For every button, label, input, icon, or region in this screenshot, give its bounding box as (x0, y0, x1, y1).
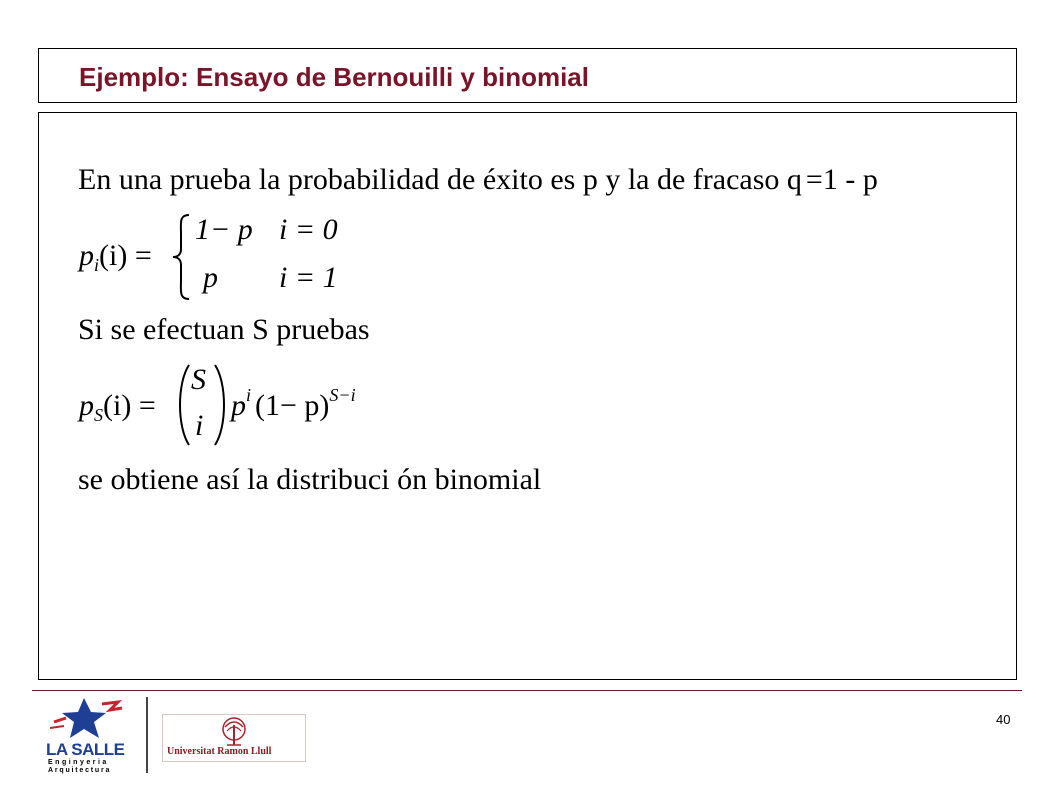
eq2-p-exp: i (246, 385, 252, 405)
case2-value: p (203, 261, 218, 294)
ramon-llull-logo (162, 714, 306, 762)
left-paren-icon (175, 363, 191, 447)
eq2-lhs (79, 389, 156, 426)
case1-condition: i = 0 (279, 213, 338, 246)
ramon-llull-name: Universitat Ramon Llull (167, 746, 272, 757)
footer-rule (32, 690, 1022, 691)
lasalle-sub1: Enginyeria (48, 759, 109, 766)
lasalle-star-icon (44, 696, 140, 742)
left-brace-icon (171, 213, 193, 301)
lasalle-name: LA SALLE (46, 740, 125, 759)
eq1-lhs (79, 239, 152, 276)
equation-bernoulli (79, 213, 399, 303)
eq2-rhs (231, 385, 356, 423)
logo-divider (146, 697, 148, 773)
case2-condition: i = 1 (279, 261, 338, 294)
eq1-lhs-base: p (79, 239, 94, 272)
lasalle-sub2: Arquitectura (48, 767, 112, 774)
binom-top: S (191, 363, 206, 396)
content-box (38, 112, 1017, 680)
eq2-p-base: p (231, 389, 246, 422)
tree-emblem-icon (217, 717, 251, 747)
eq2-lhs-arg: (i) = (103, 389, 156, 422)
equation-binomial (79, 363, 419, 449)
eq1-lhs-arg: (i) = (99, 239, 152, 272)
sentence-probability (78, 163, 878, 197)
sentence-probability-text: En una prueba la probabilidad de éxito es p y la de fracaso q (78, 163, 802, 196)
sentence-binomial-distribution: se obtiene así la distribuci ón binomial (78, 463, 542, 496)
eq2-factor-exp: S−i (329, 385, 356, 405)
page-number: 40 (996, 712, 1011, 727)
lasalle-logo (44, 696, 140, 776)
eq2-lhs-sub: S (94, 405, 103, 425)
title-box (38, 48, 1017, 103)
q-equation: =1 - p (805, 163, 878, 196)
binom-bottom: i (195, 409, 204, 442)
right-paren-icon (213, 363, 229, 447)
slide-title: Ejemplo: Ensayo de Bernouilli y binomial (79, 62, 589, 92)
sentence-s-trials: Si se efectuan S pruebas (78, 313, 370, 346)
eq1-lhs-sub: i (94, 255, 100, 275)
case1-value: 1− p (195, 213, 253, 246)
eq2-factor: (1− p) (255, 389, 330, 422)
eq2-lhs-base: p (79, 389, 94, 422)
